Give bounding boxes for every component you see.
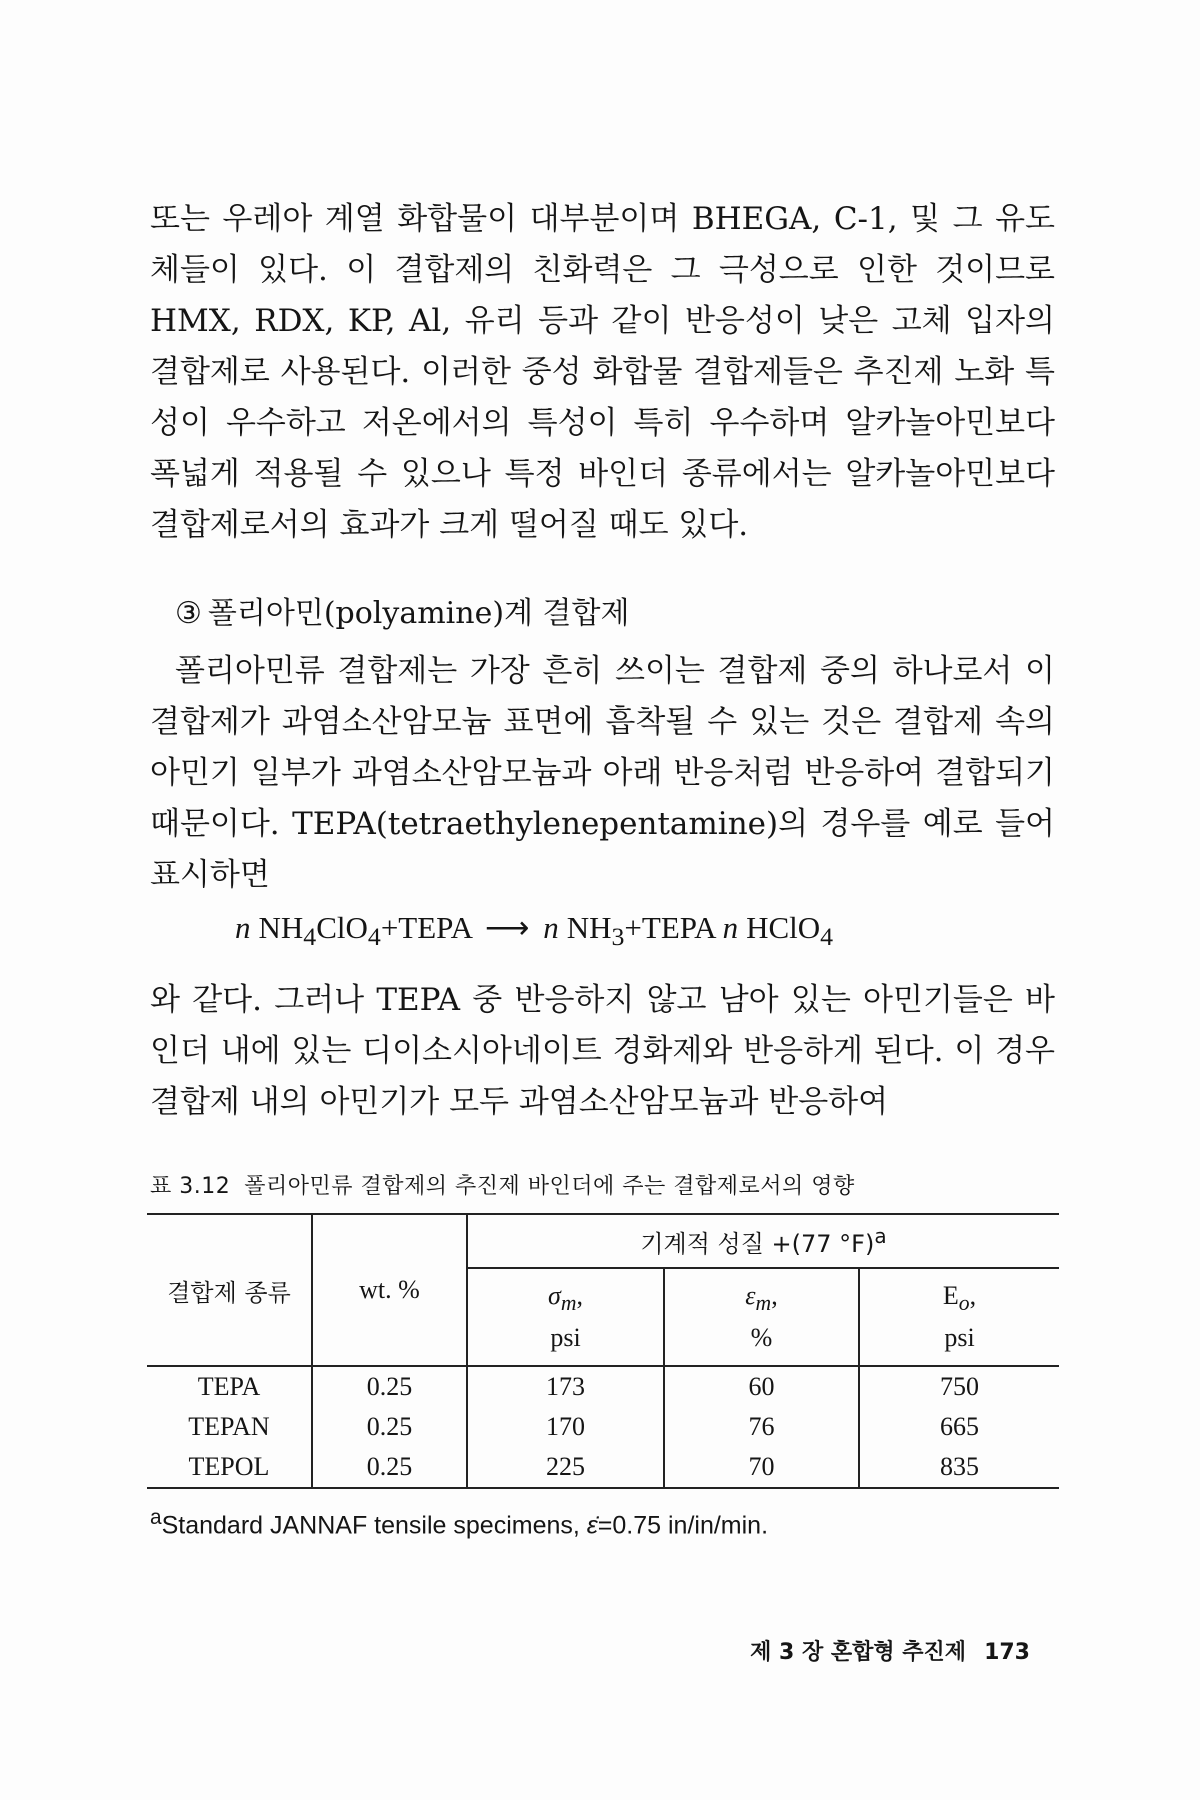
cell-modulus: 835	[859, 1447, 1059, 1488]
cell-epsilon: 60	[664, 1366, 859, 1407]
header-mechanical-sup: a	[874, 1223, 887, 1248]
header-mechanical-label: 기계적 성질 +(77 °F)	[640, 1229, 875, 1258]
binder-effect-table	[147, 1213, 1059, 1489]
footnote-rate-value: =0.75 in/in/min.	[597, 1511, 769, 1540]
section-title: 폴리아민(polyamine)계 결합제	[207, 596, 630, 631]
header-sigma-sub: m	[560, 1291, 577, 1316]
table-caption-label: 표 3.12	[150, 1174, 231, 1199]
footer-chapter: 제 3 장 혼합형 추진제	[750, 1640, 967, 1665]
equation-lhs-b: ClO	[316, 910, 368, 945]
header-sigma-unit: psi	[550, 1322, 581, 1352]
reaction-equation	[235, 906, 833, 959]
cell-type: TEPOL	[147, 1447, 312, 1488]
footnote-text: Standard JANNAF tensile specimens,	[161, 1511, 587, 1540]
section-heading	[175, 594, 630, 634]
equation-rhs-c: HClO	[746, 910, 821, 945]
equation-rhs-b: +TEPA	[624, 910, 715, 945]
cell-wt: 0.25	[312, 1407, 467, 1447]
header-epsilon-sub: m	[755, 1291, 772, 1316]
header-mechanical-properties	[467, 1214, 1059, 1268]
header-wt-percent: wt. %	[312, 1214, 467, 1366]
table-footnote	[150, 1500, 768, 1543]
equation-lhs-b-sub: 4	[367, 922, 381, 952]
header-epsilon: $\varepsilon_m$, %	[664, 1268, 859, 1366]
footnote-rate-symbol: ε̇	[586, 1511, 598, 1540]
table-row	[147, 1407, 1059, 1447]
equation-rhs-c-sub: 4	[820, 922, 834, 952]
cell-epsilon: 70	[664, 1447, 859, 1488]
cell-wt: 0.25	[312, 1366, 467, 1407]
header-epsilon-symbol: ε	[745, 1281, 756, 1311]
table-caption-text: 폴리아민류 결합제의 추진제 바인더에 주는 결합제로서의 영향	[244, 1174, 855, 1199]
equation-lhs-c: +TEPA	[380, 910, 472, 945]
header-binder-type: 결합제 종류	[167, 1278, 291, 1307]
header-epsilon-unit: %	[750, 1322, 773, 1352]
running-footer	[750, 1635, 1030, 1666]
reaction-arrow-icon: ⟶	[485, 910, 530, 945]
equation-n1: n	[235, 910, 251, 945]
equation-rhs-a-sub: 3	[611, 922, 625, 952]
table-row	[147, 1447, 1059, 1488]
cell-wt: 0.25	[312, 1447, 467, 1488]
header-sigma-symbol: σ	[548, 1281, 561, 1311]
page-number: 173	[984, 1640, 1030, 1665]
paragraph-intro: 또는 우레아 계열 화합물이 대부분이며 BHEGA, C-1, 및 그 유도체들이 있다. 이 결합제의 친화력은 그 극성으로 인한 것이므로 HMX, RDX, KP, Al, 유리 등과 같이 반응성이 낮은 고체 입자의 결합제로 사용된다. 이러한 중성 화합물 결합제들은 추진제 노화 특성이 우수하고 저온에서의 특성이 특히 우수하며 알카놀아민보다 폭넓게 적용될 수 있으나 특정 바인더 종류에서는 알카놀아민보다 결합제로서의 효과가 크게 떨어질 때도 있다.	[150, 201, 1055, 543]
equation-lhs-a: NH	[258, 910, 304, 945]
equation-n3: n	[722, 910, 739, 945]
cell-modulus: 665	[859, 1407, 1059, 1447]
header-modulus: $E_o$, psi	[859, 1268, 1059, 1366]
equation-rhs-a: NH	[566, 910, 612, 945]
cell-type: TEPA	[147, 1366, 312, 1407]
paragraph-polyamine: 폴리아민류 결합제는 가장 흔히 쓰이는 결합제 중의 하나로서 이 결합제가 과염소산암모늄 표면에 흡착될 수 있는 것은 결합제 속의 아민기 일부가 과염소산암모늄과 아래 반응처럼 반응하여 결합되기 때문이다. TEPA(tetraethylenepentamine)의 경우를 예로 들어 표시하면	[150, 653, 1055, 893]
cell-type: TEPAN	[188, 1412, 270, 1441]
section-number: ③	[175, 596, 202, 631]
paragraph-after-equation: 와 같다. 그러나 TEPA 중 반응하지 않고 남아 있는 아민기들은 바인더 내에 있는 디이소시아네이트 경화제와 반응하게 된다. 이 경우 결합제 내의 아민기가 모두 과염소산암모늄과 반응하여	[150, 982, 1055, 1120]
header-modulus-symbol: E	[942, 1281, 959, 1311]
equation-n2: n	[543, 910, 559, 945]
cell-epsilon: 76	[664, 1407, 859, 1447]
header-sigma: $\sigma_m$, psi	[467, 1268, 664, 1366]
cell-modulus: 750	[859, 1366, 1059, 1407]
header-modulus-sub: o	[958, 1291, 970, 1316]
table-row	[147, 1366, 1059, 1407]
footnote-mark: a	[150, 1506, 162, 1529]
cell-sigma: 170	[467, 1407, 664, 1447]
table-caption	[150, 1172, 1055, 1202]
cell-sigma: 173	[467, 1366, 664, 1407]
header-modulus-unit: psi	[944, 1322, 975, 1352]
equation-lhs-a-sub: 4	[303, 922, 317, 952]
cell-sigma: 225	[467, 1447, 664, 1488]
